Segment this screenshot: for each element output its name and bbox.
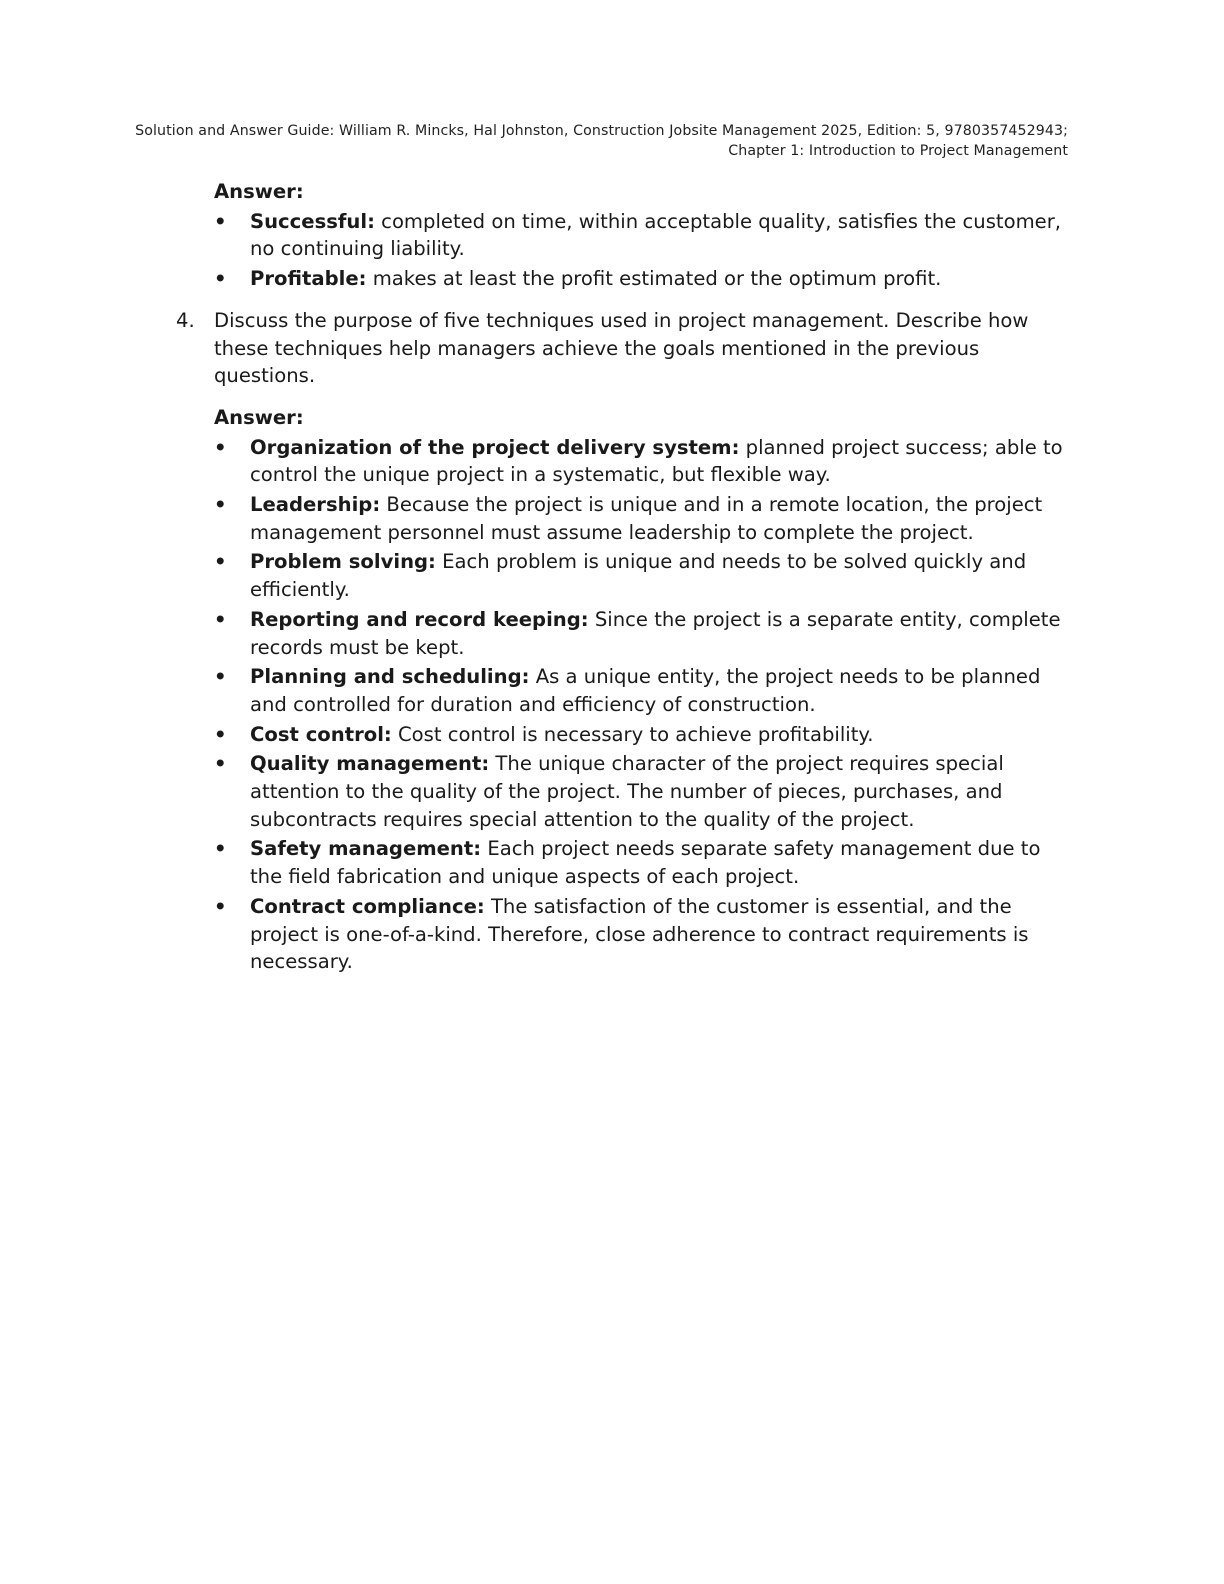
list-item-term: Profitable: [250, 267, 367, 291]
bullet-icon: • [214, 837, 227, 861]
list-item-text: Each problem is unique and needs to be solved quickly and efficiently. [250, 550, 1027, 602]
list-item-text: As a unique entity, the project needs to be planned and controlled for duration and efficiency of construction. [250, 665, 1041, 716]
list-item-term: Quality management: [250, 752, 490, 776]
list-item-text: makes at least the profit estimated or the optimum profit. [366, 267, 942, 291]
list-item-text: Since the project is a separate entity, complete records must be kept. [250, 607, 1061, 659]
answer-list-question-3 [214, 208, 1076, 293]
bullet-icon: • [214, 894, 227, 918]
header-chapter-line: Chapter 1: Introduction to Project Management [728, 143, 1068, 159]
bullet-icon: • [214, 209, 227, 233]
list-item-text: planned project success; able to control the unique project in a systematic, but flexible way. [250, 435, 1063, 487]
answer-list-question-4 [214, 434, 1076, 976]
list-item-text: Each project needs separate safety management due to the field fabrication and unique aspects of each project. [250, 837, 1041, 889]
bullet-icon: • [214, 607, 227, 631]
list-item [214, 663, 1076, 718]
list-item-text: The satisfaction of the customer is essential, and the project is one-of-a-kind. Therefore, close adherence to contract requirements is necessary. [250, 894, 1029, 974]
list-item [214, 548, 1076, 603]
document-body [176, 178, 1076, 978]
list-item-term: Leadership: [250, 493, 381, 517]
list-item-text: completed on time, within acceptable quality, satisfies the customer, no continuing liability. [250, 209, 1062, 261]
header-citation-line: Solution and Answer Guide: William R. Mincks, Hal Johnston, Construction Jobsite Management 2025, Edition: 5, 9780357452943; [135, 123, 1068, 139]
list-item [214, 434, 1076, 489]
list-item-text: The unique character of the project requires special attention to the quality of the project. The number of pieces, purchases, and subcontracts requires special attention to the quality of the project. [250, 752, 1004, 831]
list-item [214, 208, 1076, 263]
bullet-icon: • [214, 435, 227, 459]
answer-label: Answer: [214, 405, 304, 429]
list-item-term: Organization of the project delivery system: [250, 435, 740, 459]
list-item-term: Cost control: [250, 722, 392, 746]
list-item-text: Because the project is unique and in a remote location, the project management personnel must assume leadership to complete the project. [250, 493, 1043, 544]
question-4 [176, 307, 1076, 390]
question-number: 4. [176, 308, 195, 332]
bullet-icon: • [214, 267, 227, 291]
list-item-term: Problem solving: [250, 550, 436, 574]
answer-label: Answer: [214, 180, 304, 203]
list-item [214, 606, 1076, 661]
list-item-term: Safety management: [250, 837, 482, 861]
list-item [214, 491, 1076, 546]
list-item-term: Reporting and record keeping: [250, 607, 589, 631]
question-text: Discuss the purpose of five techniques used in project management. Describe how these techniques help managers achieve the goals mentioned in the previous questions. [214, 308, 1029, 388]
list-item [214, 265, 1076, 293]
list-item-term: Planning and scheduling: [250, 665, 530, 689]
list-item [214, 893, 1076, 976]
list-item [214, 835, 1076, 890]
bullet-icon: • [214, 752, 227, 776]
list-item [214, 721, 1076, 749]
list-item-term: Successful: [250, 209, 375, 233]
page-header [50, 121, 1068, 161]
bullet-icon: • [214, 550, 227, 574]
bullet-icon: • [214, 665, 227, 689]
list-item [214, 750, 1076, 833]
list-item-text: Cost control is necessary to achieve profitability. [391, 722, 874, 746]
bullet-icon: • [214, 722, 227, 746]
bullet-icon: • [214, 493, 227, 517]
list-item-term: Contract compliance: [250, 894, 485, 918]
